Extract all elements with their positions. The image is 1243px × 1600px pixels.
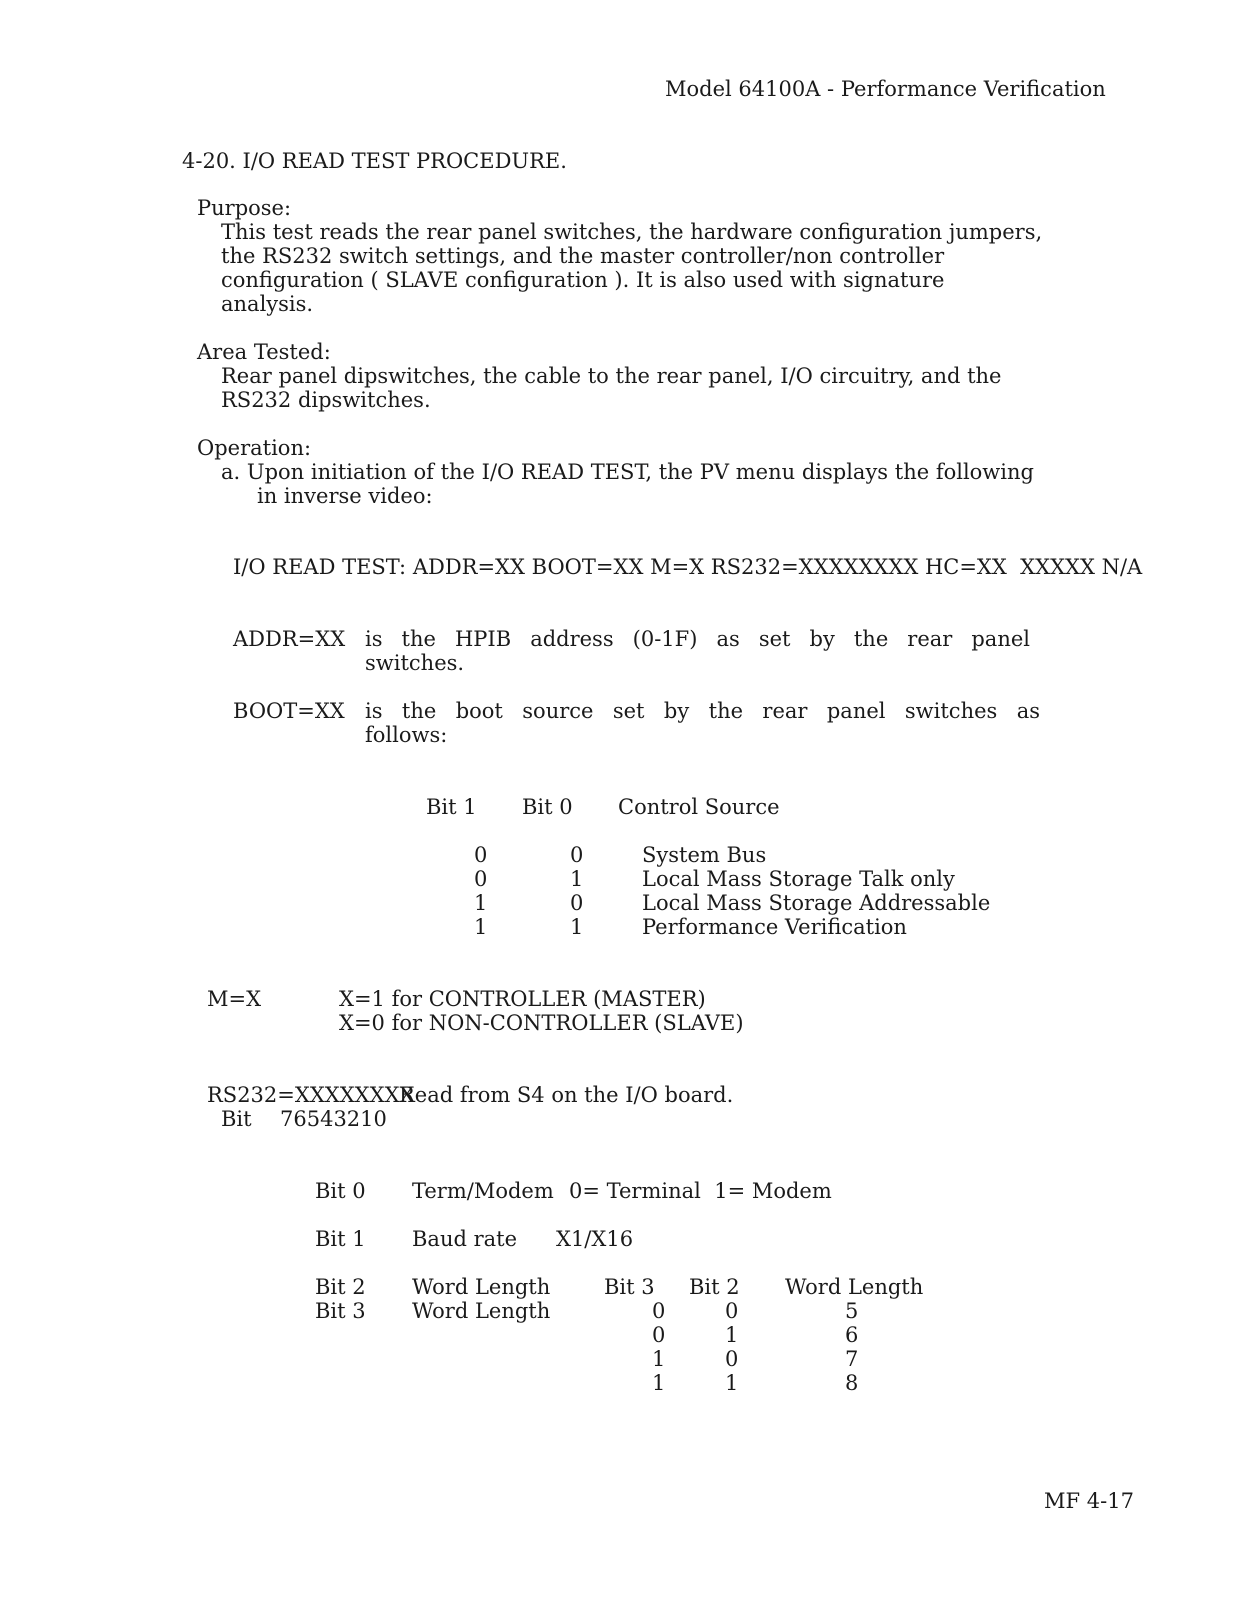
boot-desc-line-1: is the boot source set by the rear panel switches as <box>365 699 1040 723</box>
word-table-cell: 0 <box>725 1347 739 1371</box>
word-table-header-length: Word Length <box>785 1275 924 1299</box>
display-line: I/O READ TEST: ADDR=XX BOOT=XX M=X RS232=XXXXXXXX HC=XX XXXXX N/A <box>233 555 1143 579</box>
word-table-cell: 0 <box>652 1299 666 1323</box>
area-tested-line-1: Rear panel dipswitches, the cable to the rear panel, I/O circuitry, and the <box>221 364 1002 388</box>
boot-table-cell: 0 <box>474 843 488 867</box>
rs232-bit-digits: 76543210 <box>280 1107 387 1131</box>
rs232-desc: Read from S4 on the I/O board. <box>399 1083 734 1107</box>
page-header: Model 64100A - Performance Verification <box>665 77 1106 101</box>
area-tested-line-2: RS232 dipswitches. <box>221 388 431 412</box>
bit1-name: Baud rate <box>412 1227 518 1251</box>
word-table-cell: 1 <box>725 1323 739 1347</box>
word-table-cell: 5 <box>845 1299 859 1323</box>
purpose-line-1: This test reads the rear panel switches, the hardware configuration jumpers, <box>221 220 1043 244</box>
rs232-bit-label: Bit <box>221 1107 252 1131</box>
bit2-label: Bit 2 <box>315 1275 366 1299</box>
boot-table-cell: 0 <box>570 843 584 867</box>
purpose-label: Purpose: <box>197 196 292 220</box>
word-table-cell: 6 <box>845 1323 859 1347</box>
purpose-line-2: the RS232 switch settings, and the master controller/non controller <box>221 244 945 268</box>
boot-table-cell: 0 <box>474 867 488 891</box>
boot-table-cell: Local Mass Storage Talk only <box>642 867 955 891</box>
boot-table-cell: 1 <box>570 915 584 939</box>
boot-table-cell: 1 <box>474 891 488 915</box>
addr-desc-line-2: switches. <box>365 651 465 675</box>
m-line-1: X=1 for CONTROLLER (MASTER) <box>339 987 706 1011</box>
section-title: 4-20. I/O READ TEST PROCEDURE. <box>182 149 567 173</box>
area-tested-label: Area Tested: <box>197 340 331 364</box>
boot-table-cell: System Bus <box>642 843 767 867</box>
operation-step-a-line-1: a. Upon initiation of the I/O READ TEST, the PV menu displays the following <box>221 460 1034 484</box>
page-number: MF 4-17 <box>1044 1489 1134 1513</box>
m-term: M=X <box>207 987 262 1011</box>
word-table-cell: 0 <box>725 1299 739 1323</box>
bit0-name: Term/Modem <box>412 1179 554 1203</box>
word-table-cell: 1 <box>652 1347 666 1371</box>
word-table-cell: 1 <box>725 1371 739 1395</box>
purpose-line-3: configuration ( SLAVE configuration ). It is also used with signature <box>221 268 945 292</box>
boot-term: BOOT=XX <box>233 699 345 723</box>
bit1-detail: X1/X16 <box>556 1227 634 1251</box>
addr-desc-line-1: is the HPIB address (0-1F) as set by the rear panel <box>365 627 1030 651</box>
word-table-cell: 1 <box>652 1371 666 1395</box>
boot-table-header-source: Control Source <box>618 795 780 819</box>
boot-desc-line-2: follows: <box>365 723 448 747</box>
boot-table-cell: Performance Verification <box>642 915 907 939</box>
boot-table-cell: 1 <box>474 915 488 939</box>
bit0-label: Bit 0 <box>315 1179 366 1203</box>
boot-table-cell: 1 <box>570 867 584 891</box>
rs232-term: RS232=XXXXXXXX <box>207 1083 415 1107</box>
boot-table-header-bit1: Bit 1 <box>426 795 477 819</box>
m-line-2: X=0 for NON-CONTROLLER (SLAVE) <box>339 1011 744 1035</box>
boot-table-header-bit0: Bit 0 <box>522 795 573 819</box>
operation-label: Operation: <box>197 436 312 460</box>
word-table-cell: 0 <box>652 1323 666 1347</box>
bit0-detail: 0= Terminal 1= Modem <box>569 1179 832 1203</box>
bit3-label: Bit 3 <box>315 1299 366 1323</box>
purpose-line-4: analysis. <box>221 292 314 316</box>
word-table-cell: 8 <box>845 1371 859 1395</box>
bit1-label: Bit 1 <box>315 1227 366 1251</box>
word-table-header-bit3: Bit 3 <box>604 1275 655 1299</box>
word-table-cell: 7 <box>845 1347 859 1371</box>
operation-step-a-line-2: in inverse video: <box>257 484 433 508</box>
bit3-name: Word Length <box>412 1299 551 1323</box>
addr-term: ADDR=XX <box>233 627 346 651</box>
boot-table-cell: Local Mass Storage Addressable <box>642 891 991 915</box>
word-table-header-bit2: Bit 2 <box>689 1275 740 1299</box>
boot-table-cell: 0 <box>570 891 584 915</box>
bit2-name: Word Length <box>412 1275 551 1299</box>
